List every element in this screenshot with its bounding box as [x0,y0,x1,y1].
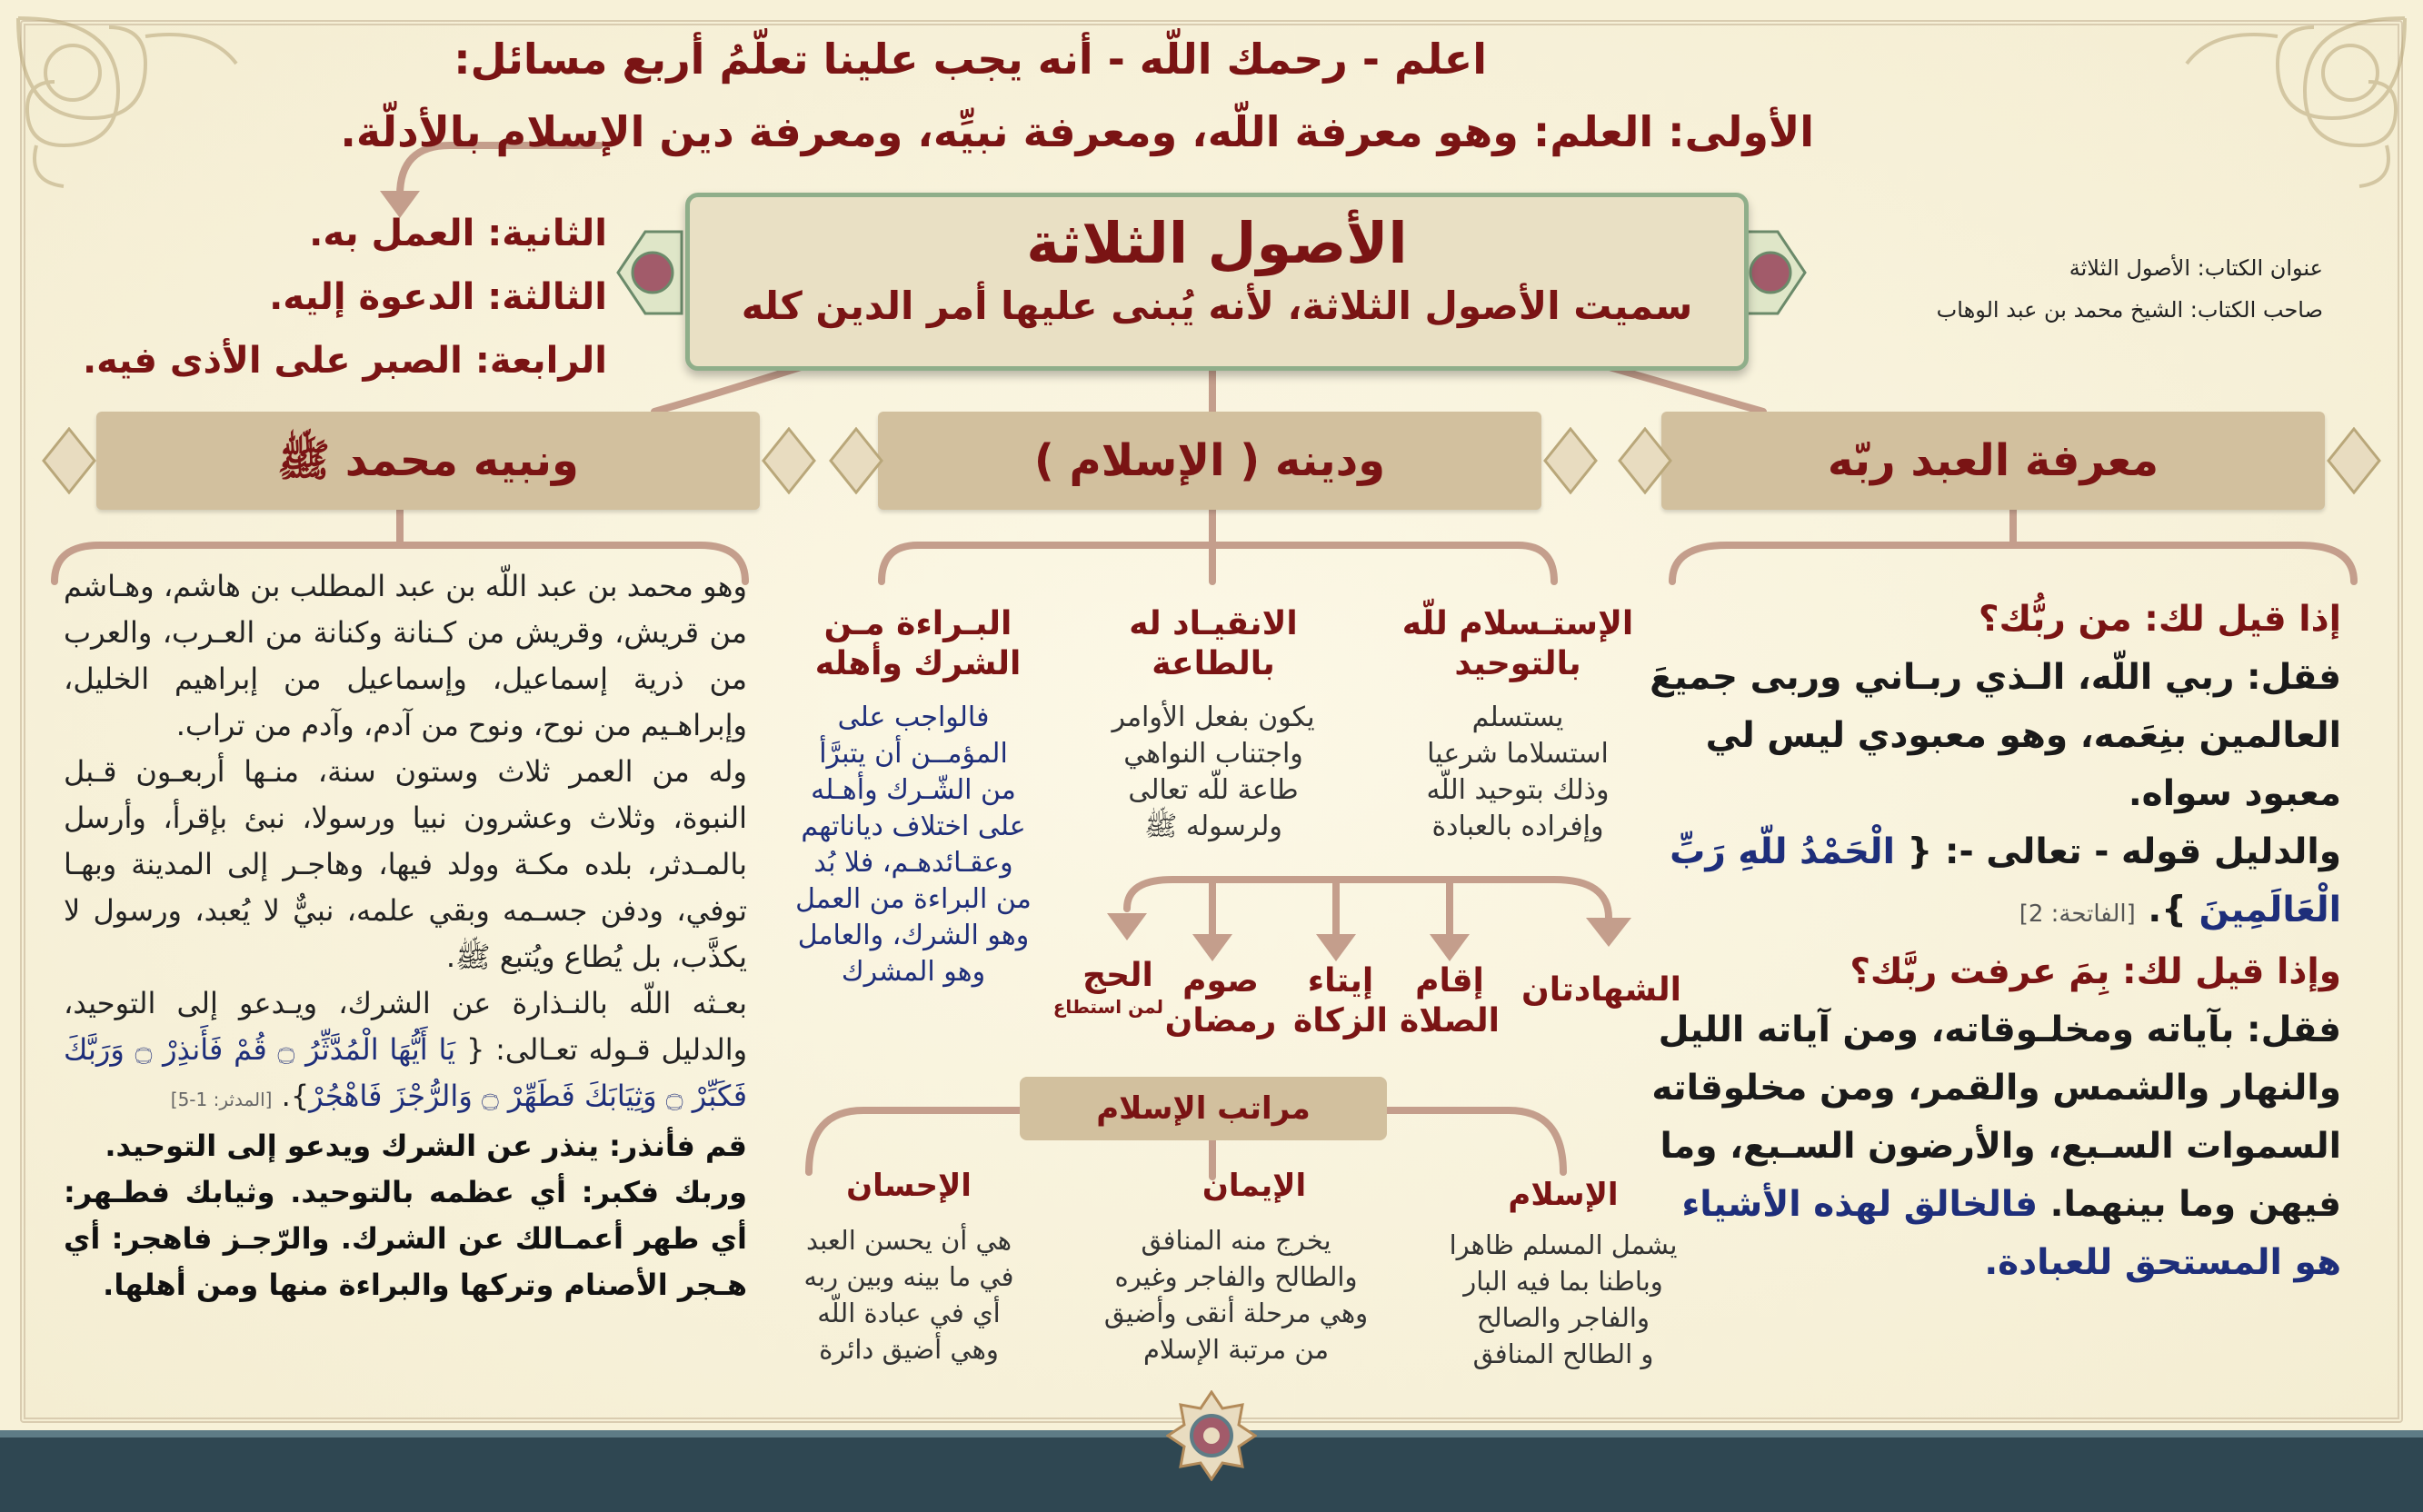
rank-iman-line: يخرج منه المنافق [1141,1225,1331,1256]
baraa-line: من الشّـرك وأهـله [811,774,1016,806]
answer-how-know: فقل: بآياته ومخلـوقاته، ومن آياته الليل والنهار والشمس والقمر، ومن مخلوقاته السموات السـبع، والأرضون السـبع، وما فيهن وما بينهما. [1651,1010,2341,1225]
inqiyad-line: طاعة للّه تعالى [1128,774,1299,806]
pillar-hajj-note: لمن استطاع [1052,996,1163,1018]
rank-ihsan-line: وهي أضيق دائرة [819,1334,999,1365]
baraa-line: من البراءة من العمل [795,883,1032,915]
rank-ihsan-heading: الإحسان [846,1168,972,1204]
verse-reference: [المدثر: 1-5] [170,1089,273,1110]
rank-ihsan-line: أي في عبادة اللّه [817,1298,1001,1328]
inqiyad-line: واجتناب النواهي [1123,738,1303,770]
ranks-of-islam-bar: مراتب الإسلام [1020,1077,1387,1140]
section-ornament [2327,427,2381,494]
rank-iman-text [1072,1222,1400,1368]
baraa-line: وهو الشرك، والعامل [797,920,1030,951]
pillar-zakah [1281,961,1400,1041]
book-info [1937,247,2323,331]
section-knowing-lord: معرفة العبد ربّه [1661,412,2325,510]
subtitle: سميت الأصول الثلاثة، لأنه يُبنى عليها أمر الدين كله [741,284,1693,328]
section-prophet: ونبيه محمد ﷺ [96,412,760,510]
mission-intro: بعـثه اللّه بالنـذارة عن الشرك، ويـدعو إلى التوحيد، والدليل قـوله تعـالى: { [64,986,748,1067]
rank-ihsan-text [773,1222,1045,1368]
book-title-line: عنوان الكتاب: الأصول الثلاثة [2069,255,2323,281]
rank-ihsan-line: في ما بينه وبين ربه [803,1261,1014,1292]
answer-who-lord: فقل: ربي اللّه، الـذي ربـاني وربى جميعَ العالمين بنِعَمه، وهو معبودي ليس لي معبود سواه. [1650,657,2341,814]
rank-iman-line: وهي مرحلة أنقى وأضيق [1103,1298,1369,1328]
intro-line: اعلم - رحمك اللّه - أنه يجب علينا تعلّمُ أربع مسائل: [454,35,1487,84]
verse-end: }. [281,1079,310,1113]
third-issue: الثالثة: الدعوة إليه. [269,276,607,318]
rank-islam-line: وباطنا بما فيه البار [1463,1266,1663,1297]
istislam-line: يستسلم [1471,701,1564,733]
other-issues-list [82,202,607,393]
inqiyad-line: يكون بفعل الأوامر [1112,701,1315,733]
question-how-know: وإذا قيل لك: بِمَ عرفت ربَّك؟ [1850,951,2341,992]
pillar-hajj [1052,956,1163,1018]
quran-verse-muddathir: يَا أَيُّهَا الْمُدَّثِّرُ ۝ قُمْ فَأَنذِرْ ۝ وَرَبَّكَ فَكَبِّرْ ۝ وَثِيَابَكَ فَطَهِّرْ ۝ وَالرُّجْزَ فَاهْجُرْ [64,1032,747,1113]
pillar-salah [1391,961,1509,1041]
main-title: الأصول الثلاثة [1026,210,1408,276]
rank-islam-heading: الإسلام [1508,1177,1619,1213]
first-issue-line: الأولى: العلم: وهو معرفة اللّه، ومعرفة نبيِّه، ومعرفة دين الإسلام بالأدلّة. [340,107,1814,156]
rank-islam-text [1418,1227,1709,1372]
pillar-zakah-line: الزكاة [1293,1002,1388,1040]
tafsir-2: وربك فكبر: أي عظمه بالتوحيد. وثيابك فطـهر: أي طهر أعمـالك عن الشرك. والرّجـز فاهجر: أي هـجر الأصنام وتركها والبراءة منها ومن أهلها. [64,1175,747,1302]
rank-islam-line: يشمل المسلم ظاهرا [1449,1229,1678,1260]
evidence-intro: والدليل قوله - تعالى -: { [1907,831,2341,872]
meaning-istislam-text [1381,700,1654,845]
left-column [64,563,747,1308]
question-who-lord: إذا قيل لك: من ربُّك؟ [1978,599,2341,640]
istislam-line: وإفراده بالعبادة [1431,811,1604,842]
book-author-line: صاحب الكتاب: الشيخ محمد بن عبد الوهاب [1936,297,2323,323]
rank-islam-line: و الطالح المنافق [1472,1338,1654,1369]
baraa-line: وعقـائدهـم، فلا بُد [813,847,1013,879]
section-ornament [1543,427,1598,494]
pillar-zakah-line: إيتاء [1307,962,1374,1000]
pillar-sawm-line: رمضان [1164,1002,1277,1040]
prophet-life: وله من العمر ثلاث وستون سنة، منـها أربعـون قـبل النبوة، وثلاث وعشرون نبيا ورسولا، نبئ بإقرأ، وأرسل بالمـدثر، بلده مكـة وولد فيها، وهاجـر إلى المدينة وبهـا توفي، ودفن جسـمه وبقي علمه، نبيٌّ لا يُعبد، ورسول لا يكذَّب، بل يُطاع ويُتبع ﷺ. [64,754,747,974]
pillar-sawm-line: صوم [1182,962,1259,1000]
baraa-line: فالواجب على [837,701,990,733]
footer-medallion-icon [1166,1390,1257,1481]
prophet-lineage: وهو محمد بن عبد اللّه بن عبد المطلب بن هاشم، وهـاشم من قريش، وقريش من كـنانة وكنانة من العـرب، والعرب من ذرية إسماعيل، وإسماعيل من إبراهيم الخليل، وإبراهـيم من نوح، ونوح من آدم، وآدم من تراب. [64,569,747,742]
rank-ihsan-line: هي أن يحسن العبد [805,1225,1012,1256]
pillar-salah-line: الصلاة [1400,1002,1500,1040]
istislam-line: وذلك بتوحيد اللّه [1426,774,1610,806]
section-religion: ودينه ( الإسلام ) [878,412,1541,510]
rank-islam-line: والفاجر والصالح [1477,1302,1650,1333]
title-box [685,193,1749,371]
second-issue: الثانية: العمل به. [309,213,607,254]
baraa-heading-line: الشرك وأهله [814,645,1022,682]
istislam-line: استسلاما شرعيا [1427,738,1609,770]
verse-reference: [الفاتحة: 2] [2019,900,2136,928]
meaning-inqiyad-heading: الانقيـاد له بالطاعة [1129,605,1298,682]
pillar-salah-line: إقام [1415,962,1484,1000]
meaning-baraa-heading [791,604,1045,684]
pillar-hajj-line: الحج [1082,957,1153,994]
baraa-line: على اختلاف دياناتهم [801,811,1026,842]
pillar-shahadatan: الشهادتان [1521,971,1681,1009]
baraa-line: وهو المشرك [841,956,986,988]
inqiyad-line: ولرسوله ﷺ [1144,811,1282,842]
quran-verse: الْحَمْدُ للّهِ رَبِّ الْعَالَمِينَ [1670,831,2341,930]
fourth-issue: الرابعة: الصبر على الأذى فيه. [82,340,607,382]
section-ornament [1618,427,1672,494]
meaning-istislam-heading: الإستـسلام للّه بالتوحيد [1401,605,1634,682]
rank-iman-line: من مرتبة الإسلام [1142,1334,1330,1365]
meaning-baraa-text [763,700,1063,990]
tafsir-1: قم فأنذر: ينذر عن الشرك ويدعو إلى التوحيد. [105,1129,747,1163]
baraa-heading-line: البـراءة مـن [823,605,1012,642]
verse-end: }. [2148,890,2187,930]
rank-iman-heading: الإيمان [1202,1168,1307,1204]
pillar-sawm [1162,961,1280,1041]
section-ornament [762,427,816,494]
section-ornament [829,427,883,494]
meaning-inqiyad-text [1072,700,1354,845]
section-ornament [42,427,96,494]
right-column [1641,591,2341,1292]
baraa-line: المؤمــن أن يتبرَّأ [819,738,1008,770]
rank-iman-line: والطالح والفاجر وغيره [1114,1261,1358,1292]
answer-conclusion: فالخالق لهذه الأشياء هو المستحق للعبادة. [1681,1184,2341,1283]
